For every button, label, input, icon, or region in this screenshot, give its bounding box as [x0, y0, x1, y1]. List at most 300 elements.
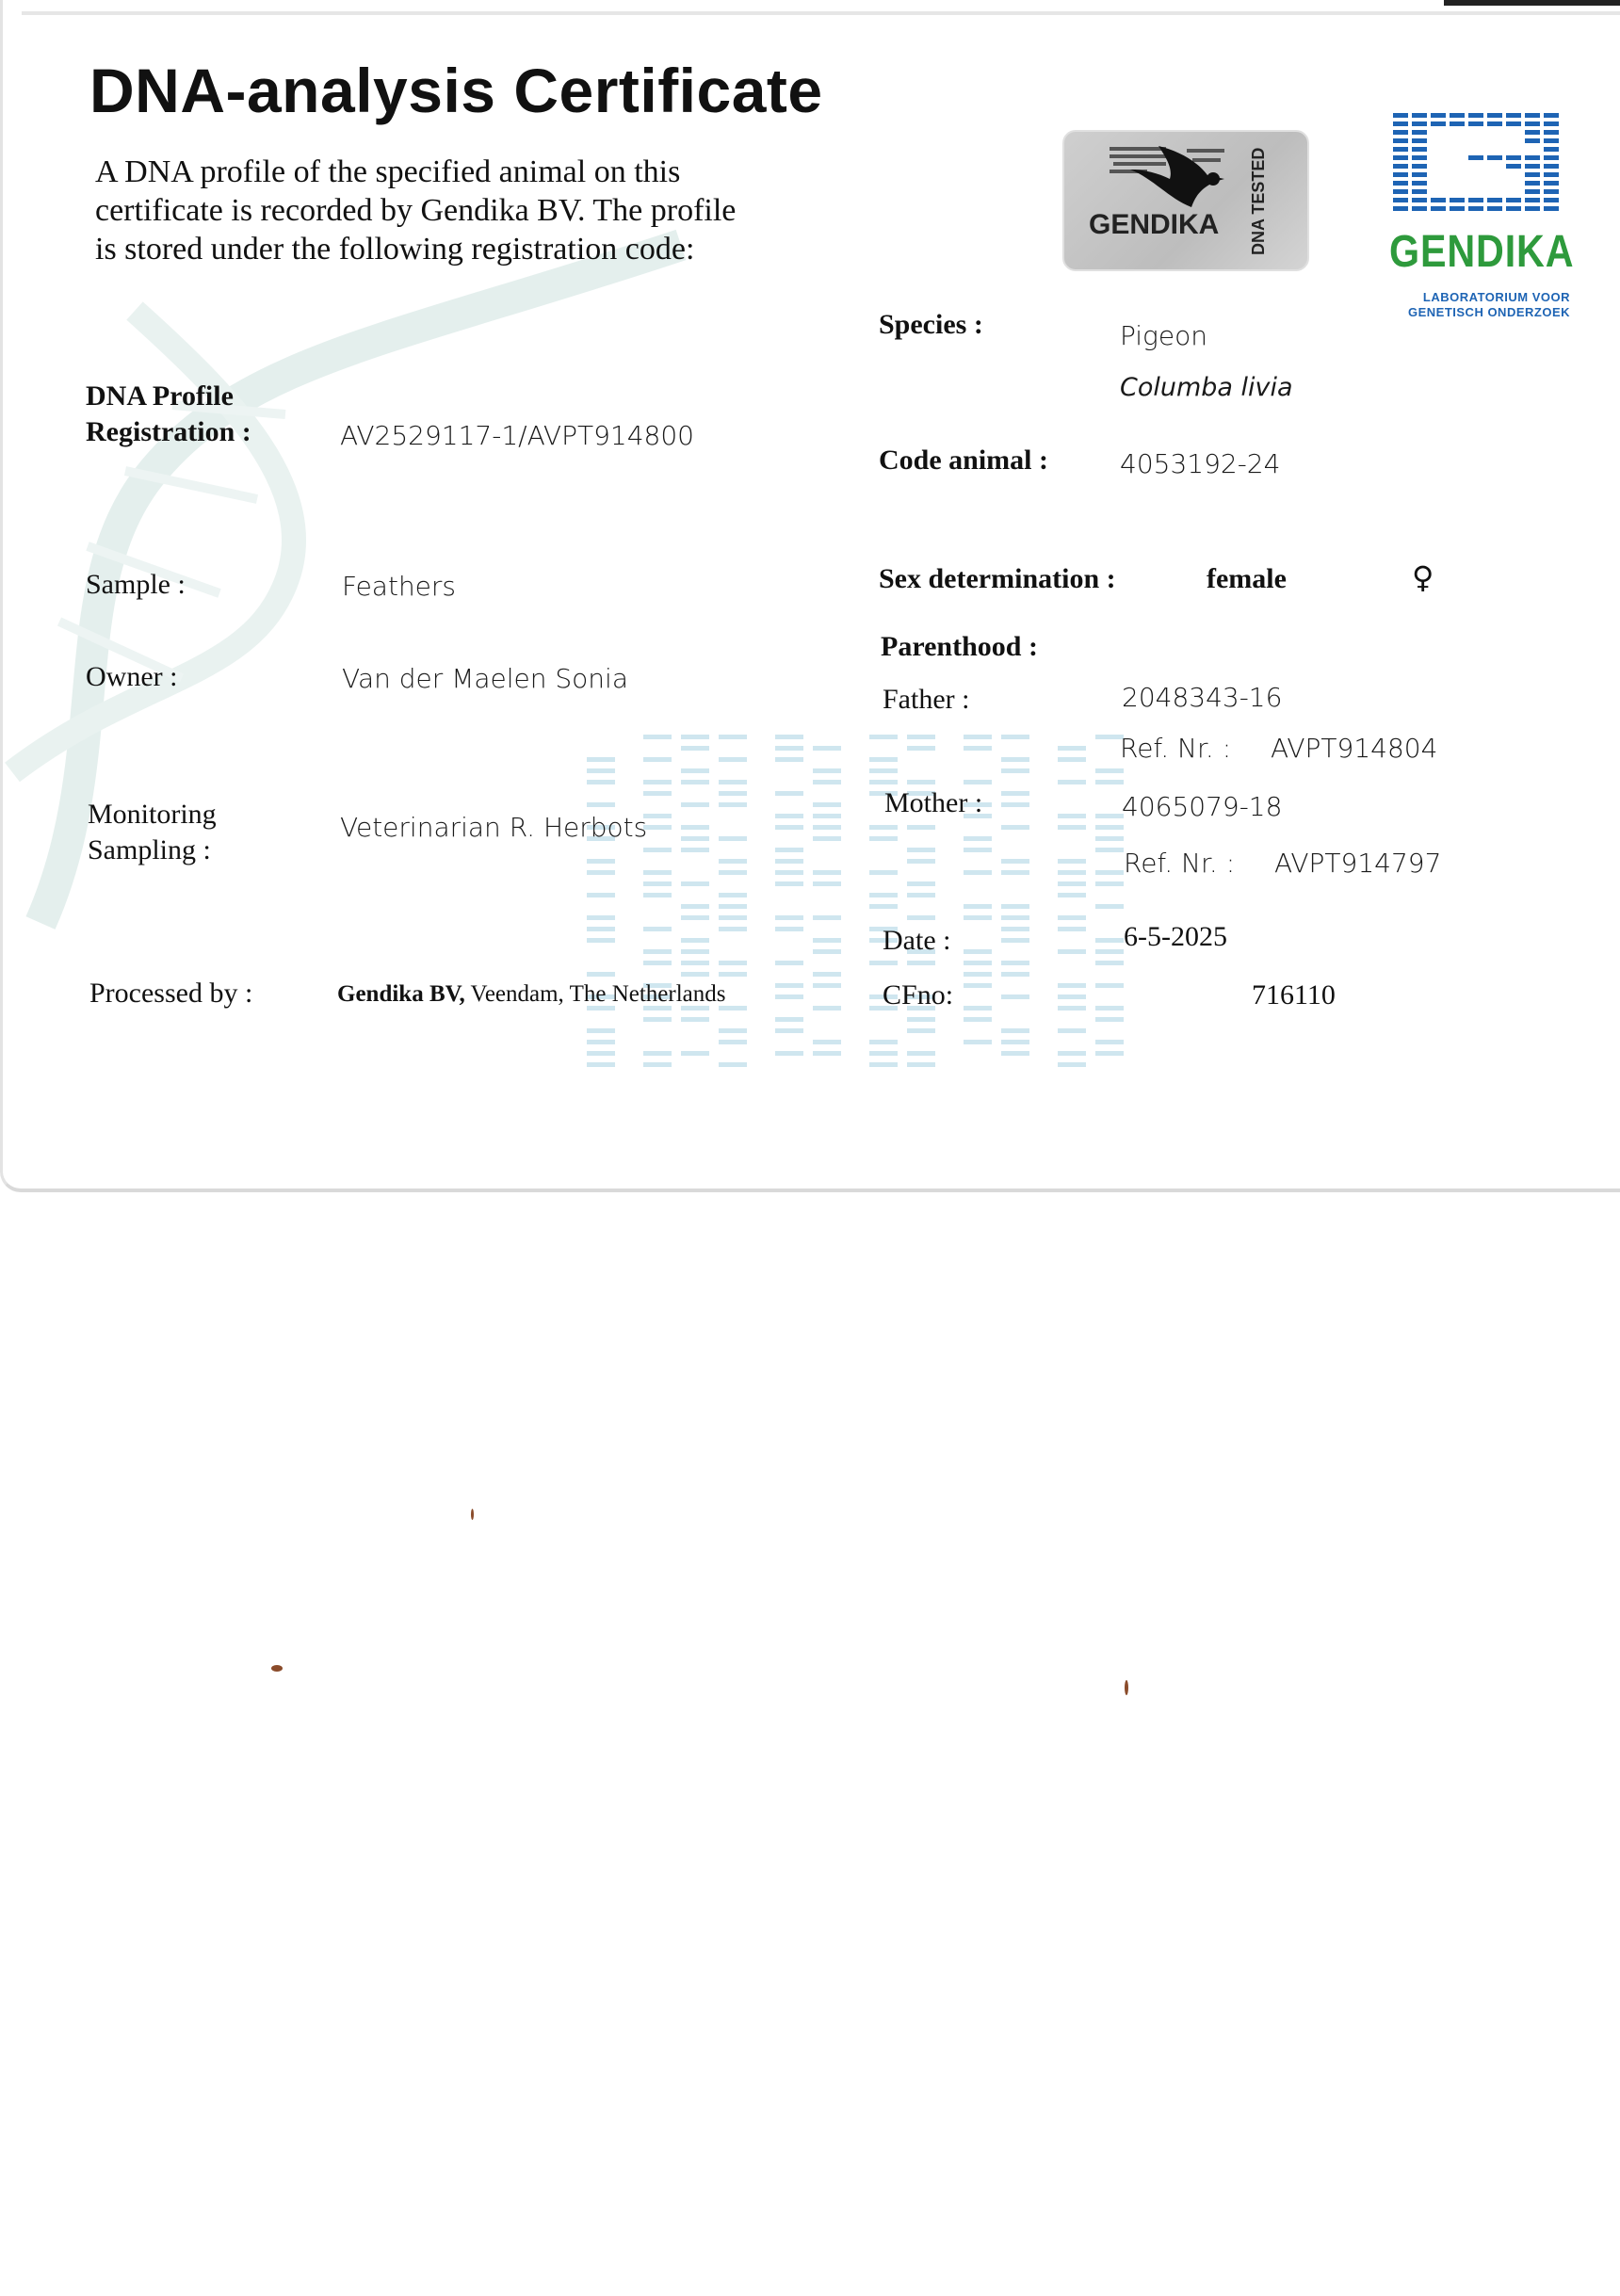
watermark-dash [1001, 802, 1029, 807]
watermark-dash [964, 746, 992, 751]
watermark-dash [1001, 735, 1029, 739]
watermark-dash [719, 836, 747, 841]
watermark-dash [1058, 949, 1086, 954]
watermark-dash [964, 983, 992, 988]
logo-dash [1393, 155, 1408, 160]
logo-dash [1468, 121, 1483, 126]
watermark-dash [1001, 972, 1029, 977]
certificate-title: DNA-analysis Certificate [89, 56, 823, 125]
watermark-dash [587, 1051, 615, 1056]
monitoring-label-2: Sampling : [88, 834, 211, 865]
watermark-dash [681, 938, 709, 943]
logo-dash [1468, 155, 1483, 160]
watermark-dash [1095, 881, 1124, 886]
dna-profile-label-1: DNA Profile [86, 380, 234, 412]
watermark-dash [964, 1006, 992, 1011]
species-latin-value: Columba livia [1120, 373, 1293, 402]
watermark-dash [719, 915, 747, 920]
watermark-dash [1058, 814, 1086, 818]
intro-text: A DNA profile of the specified animal on this certificate is recorded by Gendika BV. The profile is stored under the following registration code: [95, 154, 737, 267]
logo-dash [1544, 164, 1559, 169]
logo-dash [1450, 121, 1465, 126]
logo-dash [1412, 121, 1427, 126]
code-animal-label: Code animal : [879, 445, 1048, 476]
watermark-dash [1095, 949, 1124, 954]
logo-dash [1412, 147, 1427, 152]
watermark-dash [964, 972, 992, 977]
watermark-dash [719, 859, 747, 864]
watermark-dash [587, 1040, 615, 1044]
watermark-dash [907, 1017, 935, 1022]
watermark-dash [681, 836, 709, 841]
monitoring-value: Veterinarian R. Herbots [340, 812, 648, 843]
watermark-dash [643, 949, 672, 954]
watermark-dash [775, 746, 803, 751]
watermark-dash [681, 768, 709, 773]
logo-dash [1468, 113, 1483, 118]
watermark-dash [775, 859, 803, 864]
watermark-dash [964, 870, 992, 875]
watermark-dash [813, 1051, 841, 1056]
logo-dash [1487, 155, 1502, 160]
watermark-dash [643, 735, 672, 739]
monitoring-label-1: Monitoring [88, 799, 217, 830]
watermark-dash [869, 768, 898, 773]
watermark-dash [1001, 961, 1029, 965]
watermark-dash [587, 938, 615, 943]
watermark-dash [1095, 848, 1124, 852]
date-label: Date : [883, 925, 951, 956]
watermark-dash [1001, 1040, 1029, 1044]
logo-dash [1393, 130, 1408, 135]
watermark-dash [1001, 870, 1029, 875]
logo-dash [1487, 121, 1502, 126]
watermark-dash [1095, 904, 1124, 909]
logo-dash [1412, 155, 1427, 160]
logo-dash [1468, 198, 1483, 202]
watermark-dash [869, 780, 898, 784]
watermark-dash [1095, 961, 1124, 965]
watermark-dash [964, 904, 992, 909]
watermark-dash [719, 927, 747, 931]
logo-dash [1544, 189, 1559, 194]
logo-dash [1450, 206, 1465, 211]
watermark-dash [681, 1017, 709, 1022]
logo-dash [1525, 206, 1540, 211]
watermark-dash [681, 735, 709, 739]
watermark-dash [1058, 881, 1086, 886]
watermark-dash [907, 1051, 935, 1056]
watermark-dash [869, 1051, 898, 1056]
logo-dash [1412, 130, 1427, 135]
watermark-dash [869, 1040, 898, 1044]
watermark-dash [869, 1062, 898, 1067]
watermark-dash [813, 802, 841, 807]
species-label: Species : [879, 309, 983, 340]
logo-dash [1525, 113, 1540, 118]
watermark-dash [681, 780, 709, 784]
logo-dash [1525, 138, 1540, 143]
watermark-dash [907, 825, 935, 830]
watermark-dash [964, 915, 992, 920]
watermark-dash [813, 768, 841, 773]
watermark-dash [1001, 825, 1029, 830]
watermark-dash [1095, 768, 1124, 773]
logo-dash [1544, 113, 1559, 118]
logo-dash [1412, 113, 1427, 118]
watermark-dash [1095, 870, 1124, 875]
watermark-dash [964, 780, 992, 784]
watermark-dash [587, 1062, 615, 1067]
logo-dash [1544, 121, 1559, 126]
sex-value: female [1207, 563, 1287, 594]
watermark-dash [775, 870, 803, 875]
gendika-logo-icon [1384, 109, 1572, 222]
logo-dash [1506, 113, 1521, 118]
watermark-dash [869, 961, 898, 965]
watermark-dash [681, 972, 709, 977]
watermark-dash [1058, 780, 1086, 784]
watermark-dash [719, 802, 747, 807]
logo-dash [1544, 138, 1559, 143]
watermark-dash [1001, 994, 1029, 999]
watermark-dash [587, 1028, 615, 1033]
watermark-dash [681, 825, 709, 830]
dna-profile-label-2: Registration : [86, 416, 251, 447]
watermark-dash [643, 780, 672, 784]
watermark-dash [643, 881, 672, 886]
watermark-dash [1095, 1051, 1124, 1056]
watermark-dash [907, 848, 935, 852]
logo-dash [1544, 155, 1559, 160]
watermark-dash [719, 1062, 747, 1067]
watermark-dash [775, 881, 803, 886]
watermark-dash [775, 983, 803, 988]
watermark-dash [775, 814, 803, 818]
watermark-dash [719, 904, 747, 909]
watermark-dash [775, 848, 803, 852]
watermark-dash [719, 780, 747, 784]
watermark-dash [1058, 893, 1086, 897]
watermark-dash [813, 972, 841, 977]
watermark-dash [643, 825, 672, 830]
logo-dash [1431, 206, 1446, 211]
watermark-dash [1058, 1006, 1086, 1011]
watermark-dash [907, 881, 935, 886]
watermark-dash [643, 927, 672, 931]
watermark-dash [907, 961, 935, 965]
owner-label: Owner : [86, 661, 178, 692]
watermark-dash [1058, 915, 1086, 920]
mother-value: 4065079-18 [1122, 791, 1283, 822]
watermark-dash [1058, 983, 1086, 988]
logo-dash [1412, 138, 1427, 143]
watermark-dash [1095, 780, 1124, 784]
watermark-dash [775, 915, 803, 920]
watermark-dash [1058, 1051, 1086, 1056]
logo-dash [1393, 206, 1408, 211]
watermark-dash [1001, 938, 1029, 943]
watermark-dash [775, 961, 803, 965]
watermark-dash [681, 802, 709, 807]
watermark-dash [1001, 915, 1029, 920]
watermark-dash [775, 1051, 803, 1056]
logo-dash [1431, 113, 1446, 118]
watermark-dash [587, 972, 615, 977]
watermark-dash [813, 1006, 841, 1011]
watermark-dash [869, 870, 898, 875]
watermark-dash [1058, 1062, 1086, 1067]
watermark-dash [643, 870, 672, 875]
logo-name: GENDIKA [1389, 227, 1575, 277]
father-value: 2048343-16 [1122, 682, 1283, 713]
parenthood-label: Parenthood : [881, 631, 1038, 662]
watermark-dash [1058, 994, 1086, 999]
father-label: Father : [883, 684, 970, 715]
logo-dash [1412, 206, 1427, 211]
logo-dash [1393, 113, 1408, 118]
logo-dash [1393, 181, 1408, 186]
logo-dash [1487, 113, 1502, 118]
watermark-dash [719, 1028, 747, 1033]
logo-dash [1544, 147, 1559, 152]
logo-dash [1431, 198, 1446, 202]
logo-dash [1431, 121, 1446, 126]
cfno-value: 716110 [1252, 979, 1336, 1011]
watermark-dash [587, 893, 615, 897]
watermark-dash [813, 938, 841, 943]
watermark-dash [643, 1051, 672, 1056]
sample-label: Sample : [86, 569, 186, 600]
watermark-dash [1095, 836, 1124, 841]
father-ref-value: AVPT914804 [1271, 733, 1438, 764]
logo-dash [1506, 155, 1521, 160]
logo-dash [1412, 198, 1427, 202]
watermark-dash [813, 780, 841, 784]
watermark-dash [813, 814, 841, 818]
watermark-dash [1095, 1006, 1124, 1011]
mother-label: Mother : [884, 787, 983, 818]
logo-dash [1525, 172, 1540, 177]
watermark-dash [964, 735, 992, 739]
watermark-dash [907, 859, 935, 864]
logo-dash [1412, 172, 1427, 177]
logo-dash [1393, 198, 1408, 202]
pigeon-icon [1102, 141, 1243, 217]
logo-dash [1468, 206, 1483, 211]
watermark-dash [1001, 1051, 1029, 1056]
watermark-dash [1058, 825, 1086, 830]
processed-value [337, 981, 726, 1008]
cfno-label: CFno: [883, 979, 954, 1011]
watermark-dash [643, 1017, 672, 1022]
watermark-dash [1095, 825, 1124, 830]
watermark-dash [775, 1017, 803, 1022]
watermark-dash [719, 870, 747, 875]
watermark-dash [775, 994, 803, 999]
watermark-dash [813, 1040, 841, 1044]
scan-speck [1125, 1680, 1128, 1695]
mother-ref-value: AVPT914797 [1274, 848, 1442, 879]
watermark-dash [813, 983, 841, 988]
watermark-dash [681, 1051, 709, 1056]
watermark-dash [1001, 757, 1029, 762]
watermark-dash [869, 757, 898, 762]
watermark-dash [775, 1028, 803, 1033]
watermark-dash [643, 814, 672, 818]
watermark-dash [813, 825, 841, 830]
watermark-dash [587, 802, 615, 807]
logo-dash [1544, 198, 1559, 202]
watermark-dash [1095, 938, 1124, 943]
watermark-dash [643, 791, 672, 796]
female-symbol-icon: ♀ [1412, 559, 1434, 595]
watermark-dash [719, 972, 747, 977]
logo-dash [1412, 164, 1427, 169]
watermark-dash [587, 859, 615, 864]
watermark-dash [907, 915, 935, 920]
logo-dash [1525, 155, 1540, 160]
watermark-dash [813, 949, 841, 954]
watermark-dash [907, 893, 935, 897]
sex-label: Sex determination : [879, 563, 1116, 594]
top-border [22, 11, 1620, 15]
processed-company: Gendika BV, [337, 981, 465, 1007]
watermark-dash [1058, 927, 1086, 931]
watermark-dash [775, 791, 803, 796]
watermark-dash [1058, 859, 1086, 864]
watermark-dash [681, 848, 709, 852]
logo-dash [1393, 138, 1408, 143]
logo-subtitle-line-1: LABORATORIUM VOOR [1422, 290, 1570, 304]
watermark-dash [1058, 1028, 1086, 1033]
watermark-dash [813, 870, 841, 875]
watermark-dash [1058, 757, 1086, 762]
logo-dash [1525, 164, 1540, 169]
watermark-dash [643, 848, 672, 852]
logo-dash [1393, 172, 1408, 177]
watermark-dash [587, 780, 615, 784]
scan-edge [1444, 0, 1620, 6]
watermark-dash [1001, 859, 1029, 864]
watermark-dash [964, 949, 992, 954]
watermark-dash [907, 746, 935, 751]
seal-brand: GENDIKA [1089, 209, 1220, 240]
dna-tested-seal [1062, 130, 1309, 271]
logo-dash [1525, 130, 1540, 135]
logo-dash [1525, 181, 1540, 186]
watermark-dash [813, 881, 841, 886]
logo-dash [1412, 181, 1427, 186]
watermark-dash [1001, 927, 1029, 931]
logo-dash [1525, 121, 1540, 126]
logo-dash [1525, 189, 1540, 194]
watermark-dash [719, 1040, 747, 1044]
watermark-dash [1001, 904, 1029, 909]
logo-dash [1450, 198, 1465, 202]
logo-dash [1525, 198, 1540, 202]
watermark-dash [719, 735, 747, 739]
watermark-dash [1058, 746, 1086, 751]
gendika-watermark-icon [549, 735, 1152, 1083]
watermark-dash [964, 836, 992, 841]
watermark-dash [681, 904, 709, 909]
watermark-dash [681, 961, 709, 965]
logo-dash [1412, 189, 1427, 194]
logo-dash [1487, 198, 1502, 202]
watermark-dash [681, 881, 709, 886]
watermark-dash [775, 735, 803, 739]
watermark-dash [719, 791, 747, 796]
watermark-dash [719, 961, 747, 965]
date-value: 6-5-2025 [1124, 921, 1227, 952]
watermark-dash [719, 893, 747, 897]
logo-dash [1450, 113, 1465, 118]
logo-dash [1506, 198, 1521, 202]
logo-dash [1544, 206, 1559, 211]
processed-label: Processed by : [89, 978, 253, 1009]
species-common-value: Pigeon [1120, 320, 1207, 351]
logo-dash [1506, 164, 1521, 169]
watermark-dash [719, 757, 747, 762]
watermark-dash [907, 780, 935, 784]
watermark-dash [869, 893, 898, 897]
watermark-dash [681, 949, 709, 954]
watermark-dash [907, 1062, 935, 1067]
father-ref-label: Ref. Nr. : [1120, 733, 1232, 764]
watermark-dash [643, 893, 672, 897]
watermark-dash [681, 746, 709, 751]
watermark-dash [1001, 768, 1029, 773]
processed-location: Veendam, The Netherlands [470, 981, 726, 1007]
watermark-dash [907, 1028, 935, 1033]
logo-dash [1544, 181, 1559, 186]
owner-value: Van der Maelen Sonia [342, 663, 628, 694]
logo-dash [1544, 130, 1559, 135]
watermark-dash [964, 1040, 992, 1044]
logo-dash [1506, 121, 1521, 126]
logo-dash [1544, 172, 1559, 177]
logo-dash [1393, 189, 1408, 194]
logo-dash [1487, 206, 1502, 211]
watermark-dash [964, 1017, 992, 1022]
watermark-dash [643, 1062, 672, 1067]
watermark-dash [643, 961, 672, 965]
watermark-dash [775, 825, 803, 830]
watermark-dash [1001, 791, 1029, 796]
logo-subtitle [1389, 290, 1570, 320]
watermark-dash [681, 915, 709, 920]
logo-dash [1506, 206, 1521, 211]
dna-registration-value: AV2529117-1/AVPT914800 [340, 420, 694, 451]
watermark-dash [587, 768, 615, 773]
watermark-dash [813, 746, 841, 751]
scan-speck [271, 1665, 283, 1672]
watermark-dash [964, 848, 992, 852]
watermark-dash [869, 735, 898, 739]
code-animal-value: 4053192-24 [1120, 448, 1281, 479]
watermark-dash [907, 735, 935, 739]
watermark-dash [587, 915, 615, 920]
watermark-dash [1095, 983, 1124, 988]
logo-dash [1393, 164, 1408, 169]
watermark-dash [1095, 1017, 1124, 1022]
logo-dash [1393, 147, 1408, 152]
watermark-dash [964, 961, 992, 965]
logo-subtitle-line-2: GENETISCH ONDERZOEK [1407, 305, 1570, 319]
watermark-dash [869, 836, 898, 841]
watermark-dash [1058, 870, 1086, 875]
